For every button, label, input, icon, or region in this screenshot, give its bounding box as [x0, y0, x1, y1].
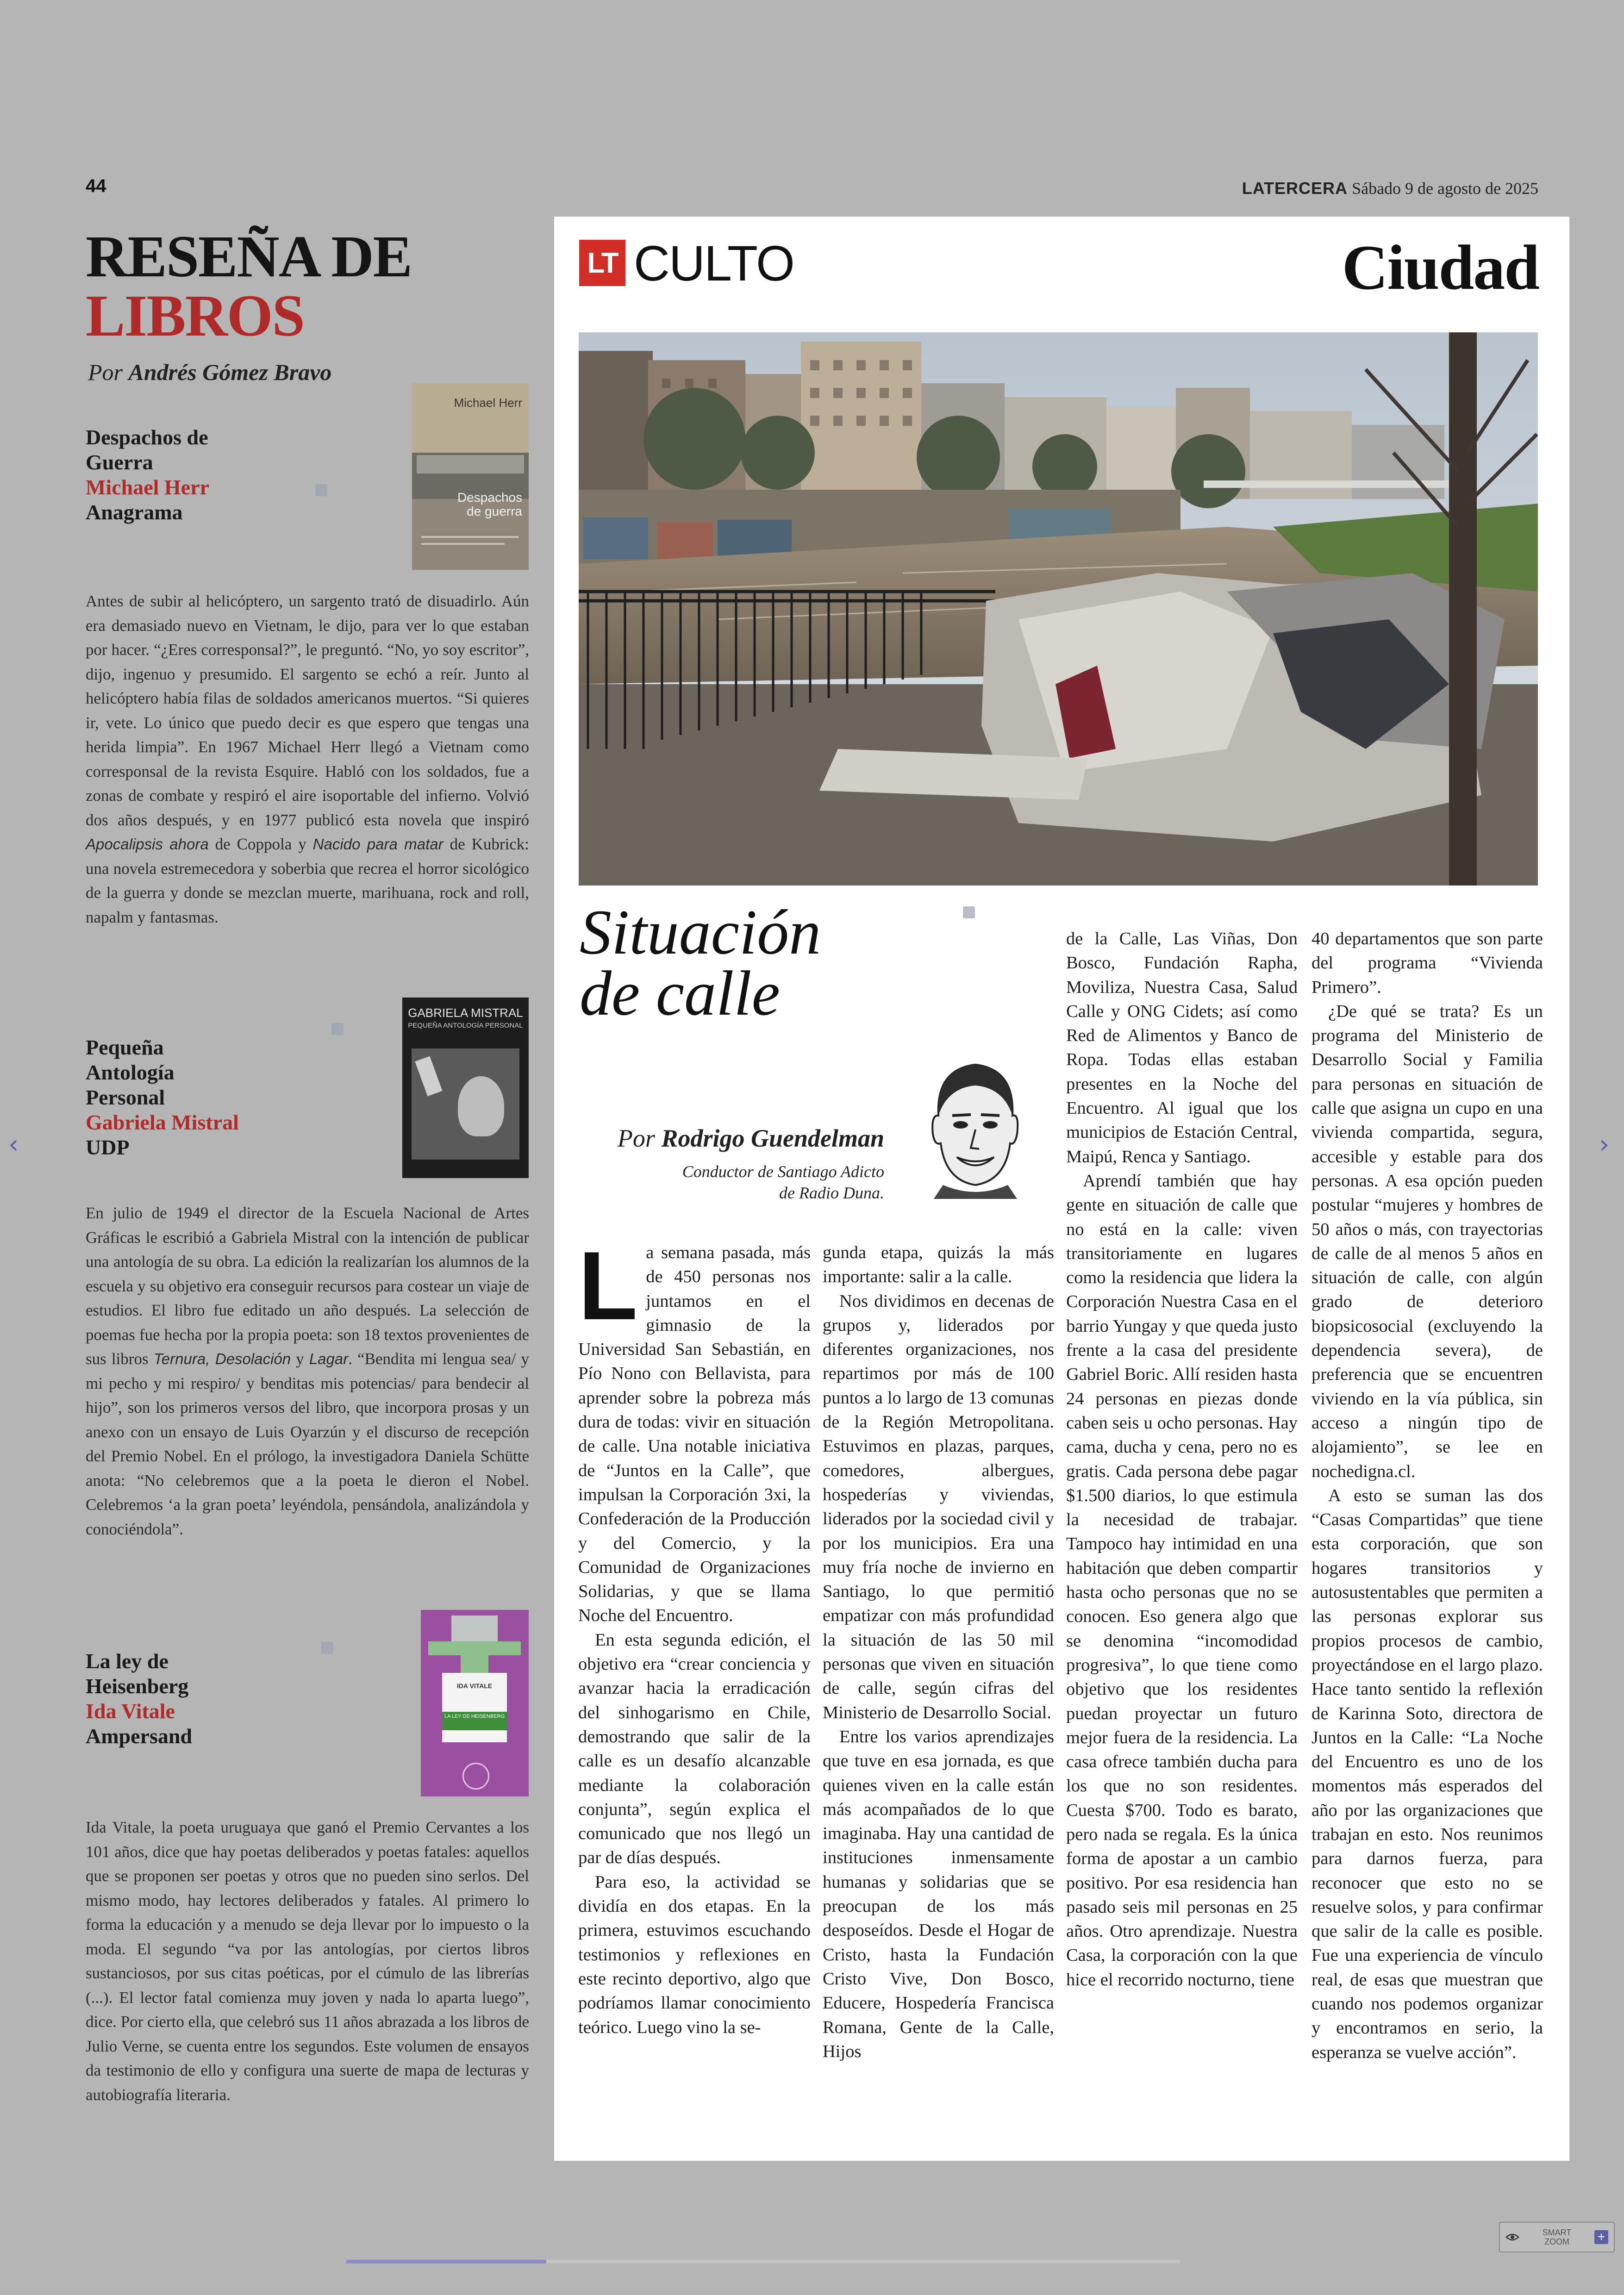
article-paragraph: Nos dividimos en decenas de grupos y, liderados por diferentes organizaciones, nos repartimos por más de 100 puntos a lo largo de 13 comunas de la Región Metropolitana. Estuvimos en plazas, parques, comedores, albergues, hospederías y viviendas, liderados por la sociedad civil y por los municipios. Era una muy fría noche de invierno en Santiago, lo que permitió empatizar con más profundidad la situación de las 50 mil personas que viven en situación de calle, según cifras del Ministerio de Desarrollo Social.: [823, 1291, 1054, 1722]
book-3-title-line1: La ley de: [86, 1649, 169, 1673]
book-2-title-line2: Antología: [86, 1060, 175, 1084]
article-paragraph: 40 departamentos que son parte del programa “Vivienda Primero”.: [1312, 929, 1543, 997]
article-paragraph: A esto se suman las dos “Casas Compartidas” que tiene esta corporación, que son hogares transitorios y autosustentables que permiten a las personas explorar sus propios procesos de cambio, proyectándose en el largo plazo. Hace tanto sentido la reflexión de Karinna Soto, directora de Juntos en la Calle: “La Noche del Encuentro es uno de los momentos más esperados del año por las organizaciones que trabajan en esto. Nos reunimos para darnos fuerza, para reconocer que esto no se resuelve solos, y para confirmar que salir de la calle es posible. Fue una experiencia de vínculo real, de esas que muestran que cuando nos podemos organizar y encontramos en serio, la esperanza se vuelve acción”.: [1312, 1485, 1543, 2062]
reviews-section-title: [86, 224, 412, 349]
author-role-line2: de Radio Duna.: [779, 1184, 884, 1202]
article-paragraph: gunda etapa, quizás la más importante: salir a la calle.: [823, 1243, 1054, 1287]
headline-line1: Situación: [580, 897, 821, 967]
book-2-review-text2: y: [291, 1350, 309, 1368]
book-3-meta: [86, 1649, 192, 1749]
author-portrait: [924, 1060, 1025, 1199]
smart-zoom-control[interactable]: [1499, 2222, 1615, 2252]
book-3-title-line2: Heisenberg: [86, 1674, 189, 1698]
article-section-name: Ciudad: [1342, 232, 1539, 303]
zoom-in-button[interactable]: +: [1594, 2230, 1608, 2244]
article-column-2: [823, 1241, 1054, 2064]
article-panel: [554, 217, 1569, 2161]
article-paragraph: Entre los varios aprendizajes que tuve en esa jornada, es que quienes viven en la calle están más acompañados de lo que imaginaba. Hay una cantidad de instituciones inmensamente humanas y solidarias que se preocupan de los más desposeídos. Desde el Hogar de Cristo, hasta la Fundación Cristo Vive, Don Bosco, Educere, Hospedería Francisca Romana, Gente de la Calle, Hijos: [823, 1727, 1054, 2061]
byline-prefix: Por: [617, 1124, 655, 1152]
book-1-review: [86, 589, 529, 929]
book-2-title-line3: Personal: [86, 1085, 165, 1109]
book-1-review-text3: de Kubrick: una novela estremecedora y soberbia que recrea el horror sicológico de la guerra y donde se mezclan muerte, marihuana, rock and roll, napalm y fantasmas.: [86, 835, 529, 926]
article-paragraph: Para eso, la actividad se dividía en dos etapas. En la primera, estuvimos escuchando testimonios y reflexiones en este recinto deportivo, algo que podríamos llamar conocimiento teórico. Luego vino la se-: [578, 1872, 811, 2037]
article-byline: [618, 1124, 884, 1153]
annotation-flag-icon[interactable]: [331, 1023, 344, 1035]
reviewer-prefix: Por: [88, 359, 123, 385]
book-1-review-film1: Apocalipsis ahora: [86, 836, 209, 853]
book-1-meta: [86, 425, 209, 525]
eye-icon: [1505, 2233, 1519, 2242]
book-3-publisher: Ampersand: [86, 1724, 193, 1748]
byline-author: Rodrigo Guendelman: [661, 1124, 884, 1152]
book-2-review-text: En julio de 1949 el director de la Escuela Nacional de Artes Gráficas le escribió a Gabriela Mistral con la intención de publicar una antología de su obra. La edición la realizarían los alumnos de la escuela y su objetivo era conseguir recursos para costear un viaje de estudios. El libro fue editado un año después. La selección de poemas fue hecha por la propia poeta: son 18 textos provenientes de sus libros: [86, 1204, 529, 1368]
article-column-3: [1066, 927, 1298, 1992]
article-paragraph: a semana pasada, más de 450 personas nos juntamos en el gimnasio de la Universidad San Sebastián, en Pío Nono con Bellavista, para aprender sobre la pobreza más dura de todas: vivir en situación de calle. Una notable iniciativa de “Juntos en la Calle”, que impulsan la Corporación 3xi, la Confederación de la Producción y del Comercio, y la Comunidad de Organizaciones Solidarias, y que se llama Noche del Encuentro.: [578, 1243, 811, 1626]
book-2-cover-author: GABRIELA MISTRAL: [408, 1006, 523, 1020]
book-1-title-line2: Guerra: [86, 450, 153, 474]
annotation-flag-icon[interactable]: [963, 906, 975, 918]
smart-zoom-label: [1543, 2228, 1572, 2246]
book-2-cover[interactable]: [402, 998, 529, 1178]
book-3-cover-title: LA LEY DE HEISENBERG: [444, 1714, 505, 1719]
article-headline: [580, 897, 821, 1029]
headline-line2: de calle: [580, 958, 780, 1029]
book-2-publisher: UDP: [86, 1135, 130, 1159]
book-1-cover-author: Michael Herr: [454, 396, 522, 410]
book-2-review-books: Ternura, Desolación: [153, 1350, 291, 1367]
next-page-icon[interactable]: ›: [1599, 1129, 1610, 1160]
annotation-flag-icon[interactable]: [315, 484, 327, 496]
book-3-cover[interactable]: [421, 1610, 529, 1796]
book-2-cover-title: PEQUEÑA ANTOLOGÍA PERSONAL: [408, 1022, 523, 1029]
page-number: 44: [86, 176, 106, 196]
reviewer-byline: [88, 359, 331, 386]
page-progress-fill: [346, 2260, 546, 2264]
book-1-cover-title: Despachos de guerra: [457, 490, 523, 518]
book-1-review-text2: de Coppola y: [208, 835, 313, 853]
book-3-cover-author: IDA VITALE: [456, 1682, 493, 1690]
article-paragraph: de la Calle, Las Viñas, Don Bosco, Fundación Rapha, Moviliza, Nuestra Casa, Salud Calle y ONG Cidets; así como Red de Alimentos y Banco de Ropa. Todas ellas estaban presentes en la Noche del Encuentro. Al igual que los municipios de Estación Central, Maipú, Renca y Santiago.: [1066, 929, 1298, 1166]
author-role-line1: Conductor de Santiago Adicto: [682, 1162, 884, 1181]
book-1-review-film2: Nacido para matar: [312, 836, 443, 853]
book-2-review-book3: Lagar: [309, 1350, 349, 1367]
book-2-title-line1: Pequeña: [86, 1035, 164, 1059]
newspaper-brand: LATERCERA: [1242, 179, 1348, 198]
book-2-review-text3: . “Bendita mi lengua sea/ y mi pecho y mi respiro/ y benditas mis potencias/ para bendecir al hijo”, son los primeros versos del libro, que incorpora prosas y un anexo con un ensayo de Luis Oyarzún y el discurso de recepción del Premio Nobel. En el prólogo, la investigadora Daniela Schütte anota: “No celebremos que a la poeta le dieron el Nobel. Celebremos ‘a la gran poeta’ leyéndola, pensándola, analizándola y conociéndola”.: [86, 1350, 529, 1538]
annotation-flag-icon[interactable]: [321, 1642, 333, 1654]
book-1-author: Michael Herr: [86, 475, 209, 499]
lt-logo-box: LT: [579, 240, 625, 286]
smart-zoom-label-line1: SMART: [1542, 2228, 1572, 2237]
reviewer-name: Andrés Gómez Bravo: [128, 359, 332, 385]
article-photo[interactable]: [579, 332, 1538, 886]
book-3-author: Ida Vitale: [86, 1699, 175, 1723]
article-column-4: [1312, 927, 1543, 2064]
newspaper-header: [1242, 179, 1538, 198]
article-paragraph: Aprendí también que hay gente en situación de calle que no está en la calle: viven transitoriamente en lugares como la residencia que lidera la Corporación Nuestra Casa en el barrio Yungay y que queda justo frente a la casa del presidente Gabriel Boric. Allí residen hasta 24 personas en piezas donde caben seis u ocho personas. Hay cama, ducha y cena, pero no es gratis. Cada persona debe pagar $1.500 diarios, lo que estimula la necesidad de trabajar. Tampoco hay intimidad en una habitación que deben compartir hasta ocho personas que no se conocen. Eso genera algo que se denomina “incomodidad progresiva”, lo que tiene como objetivo que los residentes puedan proyectar un futuro mejor fuera de la residencia. La casa ofrece también ducha para los que no son residentes. Cuesta $700. Todo es barato, pero nada se regala. Es la única forma de apostar a un cambio positivo. Por esa residencia han pasado seis mil personas en 25 años. Otro aprendizaje. Nuestra Casa, la corporación con la que hice el recorrido nocturno, tiene: [1066, 1171, 1298, 1989]
article-paragraph: En esta segunda edición, el objetivo era “crear conciencia y avanzar hacia la erradicación del sinhogarismo en Chile, demostrando que salir de la calle es un desafío alcanzable mediante la colaboración conjunta”, según explica el comunicado que nos llegó un par de días después.: [578, 1630, 811, 1868]
book-1-review-text: Antes de subir al helicóptero, un sargento trató de disuadirlo. Aún era demasiado nuevo en Vietnam, le dijo, para ver lo que estaban por hacer. “¿Eres corresponsal?”, le preguntó. “No, yo soy escritor”, dijo, ingenuo y presumido. El sargento se echó a reír. Junto al helicóptero había filas de soldados americanos muertos. “Si quieres ir, vete. Lo único que puedo decir es que espero que tengas una herida limpia”. En 1967 Michael Herr llegó a Vietnam como corresponsal de la revista Esquire. Habló con los soldados, fue a zonas de combate y respiró el aire isoportable del infierno. Volvió dos años después, y en 1977 publicó esta novela que inspiró: [86, 592, 529, 829]
book-2-review: [86, 1201, 529, 1541]
author-role: [682, 1161, 884, 1204]
smart-zoom-label-line2: ZOOM: [1544, 2237, 1569, 2246]
culto-brand-name: CULTO: [634, 235, 794, 291]
previous-page-icon[interactable]: ‹: [8, 1129, 19, 1160]
issue-date: Sábado 9 de agosto de 2025: [1352, 179, 1538, 198]
article-column-1: [578, 1231, 811, 2039]
article-paragraph: ¿De qué se trata? Es un programa del Ministerio de Desarrollo Social y Familia para personas en situación de calle que asigna un cupo en una vivienda compartida, segura, accesible y estable para dos personas. A esa opción pueden postular “mujeres y hombres de 50 años o más, con trayectorias de calle de al menos 5 años en situación de calle, con algún grado de deterioro biopsicosocial (excluyendo la dependencia severa), de preferencia que se encuentren viviendo en la vía pública, sin acceso a ningún tipo de alojamiento”, se lee en nochedigna.cl.: [1312, 1001, 1543, 1481]
book-1-title-line1: Despachos de: [86, 425, 208, 449]
book-3-review: Ida Vitale, la poeta uruguaya que ganó el Premio Cervantes a los 101 años, dice que hay poetas deliberados y poetas fatales: aquellos que se proponen ser poetas y otros que no pueden sino serlos. Del mismo modo, hay lectores deliberados y fatales. Al primero lo forma la educación y a menudo se deja llevar por lo impuesto o la moda. El segundo “va por las antologías, por ciertos libros sustanciosos, por sus citas poéticas, por el cúmulo de las librerías (...). El lector fatal comienza muy joven y nada lo aparta luego”, dice. Por cierto ella, que celebró sus 11 años abrazada a los libros de Julio Verne, se cuenta entre los segundos. Este volumen de ensayos da testimonio de ello y configura una suerte de mapa de lecturas y autobiografía literaria.: [86, 1818, 529, 2104]
reviews-title-line2: LIBROS: [86, 283, 304, 349]
book-1-publisher: Anagrama: [86, 500, 183, 524]
reviews-title-line1: RESEÑA DE: [86, 224, 412, 289]
dropcap: L: [578, 1231, 638, 1340]
book-2-meta: [86, 1035, 239, 1160]
book-1-cover[interactable]: [412, 383, 529, 570]
culto-logo: [579, 235, 794, 291]
book-2-author: Gabriela Mistral: [86, 1110, 239, 1134]
